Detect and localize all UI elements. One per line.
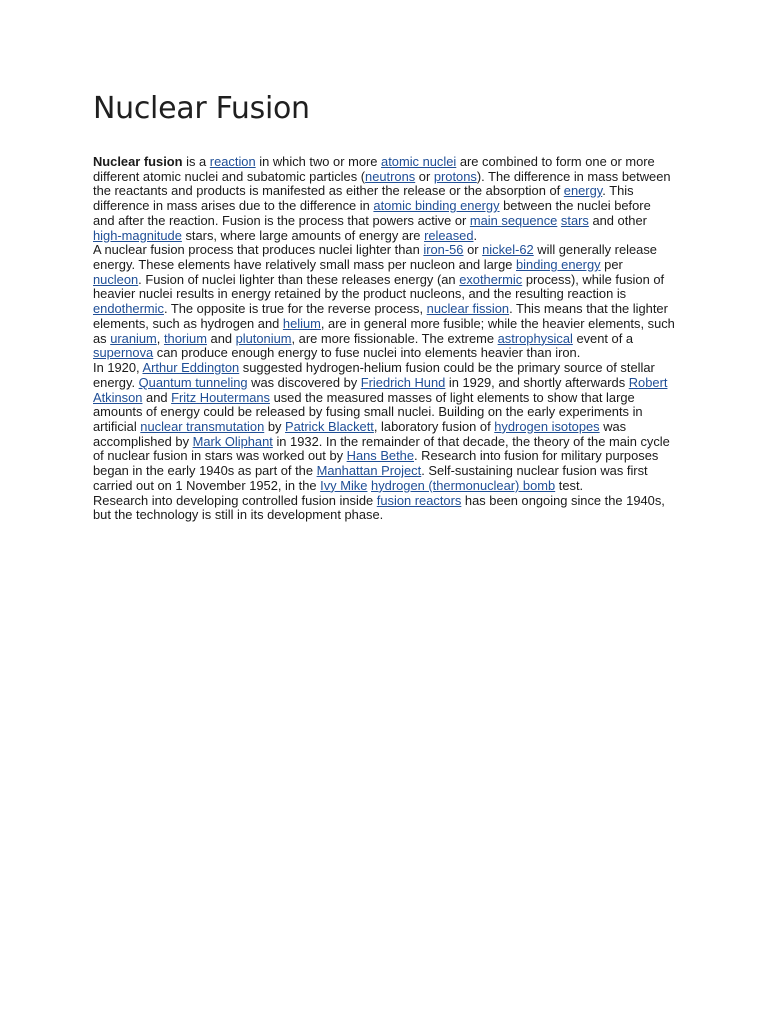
text-run: is a <box>182 154 210 169</box>
text-run: was discovered by <box>247 374 361 390</box>
wiki-link[interactable]: astrophysical <box>497 330 573 346</box>
wiki-link[interactable]: Ivy Mike <box>320 477 368 493</box>
text-run: and other <box>588 212 647 228</box>
wiki-link[interactable]: Mark Oliphant <box>192 433 273 449</box>
text-run: and <box>142 389 172 405</box>
text-run: ). The difference in mass between the reactants and products is manifested as either the release or the absorption of <box>93 168 671 199</box>
text-run: , laboratory fusion of <box>373 418 495 434</box>
wiki-link[interactable]: energy <box>563 183 603 199</box>
text-run: event of a <box>572 330 634 346</box>
wiki-link[interactable]: Fritz Houtermans <box>171 389 270 405</box>
text-run: . <box>473 227 478 243</box>
text-run: between the nuclei before and after the reaction. Fusion is the process that powers active or <box>93 198 651 228</box>
paragraph <box>93 361 675 493</box>
wiki-link[interactable]: neutrons <box>365 168 416 184</box>
wiki-link[interactable]: hydrogen (thermonuclear) bomb <box>371 477 556 493</box>
text-run: by <box>264 418 286 434</box>
wiki-link[interactable]: plutonium <box>235 330 292 346</box>
wiki-link[interactable]: Hans Bethe <box>346 448 415 464</box>
paragraph <box>93 243 675 361</box>
wiki-link[interactable]: Patrick Blackett <box>285 418 374 434</box>
wiki-link[interactable]: protons <box>433 168 477 184</box>
text-run: test. <box>555 477 584 493</box>
text-run: , are more fissionable. The extreme <box>291 330 498 346</box>
text-run: A nuclear fusion process that produces nuclei lighter than <box>93 242 424 258</box>
paragraph <box>93 494 675 523</box>
text-run: was accomplished by <box>93 418 627 449</box>
wiki-link[interactable]: atomic binding energy <box>373 198 500 214</box>
text-run: suggested hydrogen-helium fusion could be the primary source of stellar energy. <box>93 360 655 390</box>
wiki-link[interactable]: endothermic <box>93 301 164 317</box>
wiki-link[interactable]: nucleon <box>93 271 139 287</box>
wiki-link[interactable]: stars <box>560 212 589 228</box>
wiki-link[interactable]: Manhattan Project <box>316 463 422 479</box>
wiki-link[interactable]: supernova <box>93 345 154 361</box>
text-run: In 1920, <box>93 360 143 376</box>
text-run: or <box>463 242 483 258</box>
wiki-link[interactable]: iron-56 <box>423 242 464 258</box>
wiki-link[interactable]: Arthur Eddington <box>142 360 240 376</box>
text-run: . This means that the lighter elements, such as hydrogen and <box>93 301 668 331</box>
text-run: . Fusion of nuclei lighter than these releases energy (an <box>138 271 460 287</box>
wiki-link[interactable]: fusion reactors <box>376 492 462 508</box>
page-title: Nuclear Fusion <box>93 91 310 126</box>
wiki-link[interactable]: nuclear transmutation <box>140 418 265 434</box>
text-run: used the measured masses of light elements to show that large amounts of energy could be released by fusing small nuclei. Building on the early experiments in artificial <box>93 389 643 434</box>
paragraph <box>93 155 675 243</box>
text-run: . Self-sustaining nuclear fusion was first carried out on 1 November 1952, in the <box>93 463 648 493</box>
wiki-link[interactable]: thorium <box>163 330 207 346</box>
text-run: . The opposite is true for the reverse process, <box>163 301 427 317</box>
text-run: will generally release energy. These elements have relatively small mass per nucleon and large <box>93 242 657 273</box>
text-run: . Research into fusion for military purposes began in the early 1940s as part of the <box>93 448 659 479</box>
text-run: per <box>600 257 623 273</box>
wiki-link[interactable]: Robert Atkinson <box>93 374 668 405</box>
wiki-link[interactable]: uranium <box>110 330 157 346</box>
wiki-link[interactable]: binding energy <box>516 257 601 273</box>
text-run: process), while fusion of heavier nuclei results in energy retained by the product nucleons, and the resulting reaction is <box>93 271 665 302</box>
text-run: or <box>415 168 434 184</box>
wiki-link[interactable]: nuclear fission <box>426 301 510 317</box>
document-body <box>93 155 675 523</box>
text-run: are combined to form one or more different atomic nuclei and subatomic particles ( <box>93 154 655 184</box>
text-run: in 1932. In the remainder of that decade, the theory of the main cycle of nuclear fusion in stars was worked out by <box>93 433 670 464</box>
text-run: . This difference in mass arises due to the difference in <box>93 183 634 214</box>
bold-term: Nuclear fusion <box>93 154 183 169</box>
wiki-link[interactable]: released <box>424 227 474 243</box>
text-run: and <box>206 330 236 346</box>
wiki-link[interactable]: main sequence <box>469 212 558 228</box>
text-run: in 1929, and shortly afterwards <box>445 374 629 390</box>
wiki-link[interactable]: high-magnitude <box>93 227 182 243</box>
text-run: , <box>156 330 164 346</box>
text-run: Research into developing controlled fusion inside <box>93 492 377 508</box>
wiki-link[interactable]: exothermic <box>459 271 523 287</box>
wiki-link[interactable]: reaction <box>209 154 256 169</box>
text-run: , are in general more fusible; while the heavier elements, such as <box>93 315 675 346</box>
text-run: can produce enough energy to fuse nuclei into elements heavier than iron. <box>153 345 581 361</box>
wiki-link[interactable]: Quantum tunneling <box>138 374 248 390</box>
wiki-link[interactable]: helium <box>282 315 321 331</box>
wiki-link[interactable]: hydrogen isotopes <box>494 418 600 434</box>
text-run: has been ongoing since the 1940s, but the technology is still in its development phase. <box>93 492 665 523</box>
wiki-link[interactable]: nickel-62 <box>482 242 534 258</box>
wiki-link[interactable]: Friedrich Hund <box>360 374 446 390</box>
text-run: stars, where large amounts of energy are <box>181 227 425 243</box>
text-run: in which two or more <box>255 154 382 169</box>
wiki-link[interactable]: atomic nuclei <box>381 154 457 169</box>
